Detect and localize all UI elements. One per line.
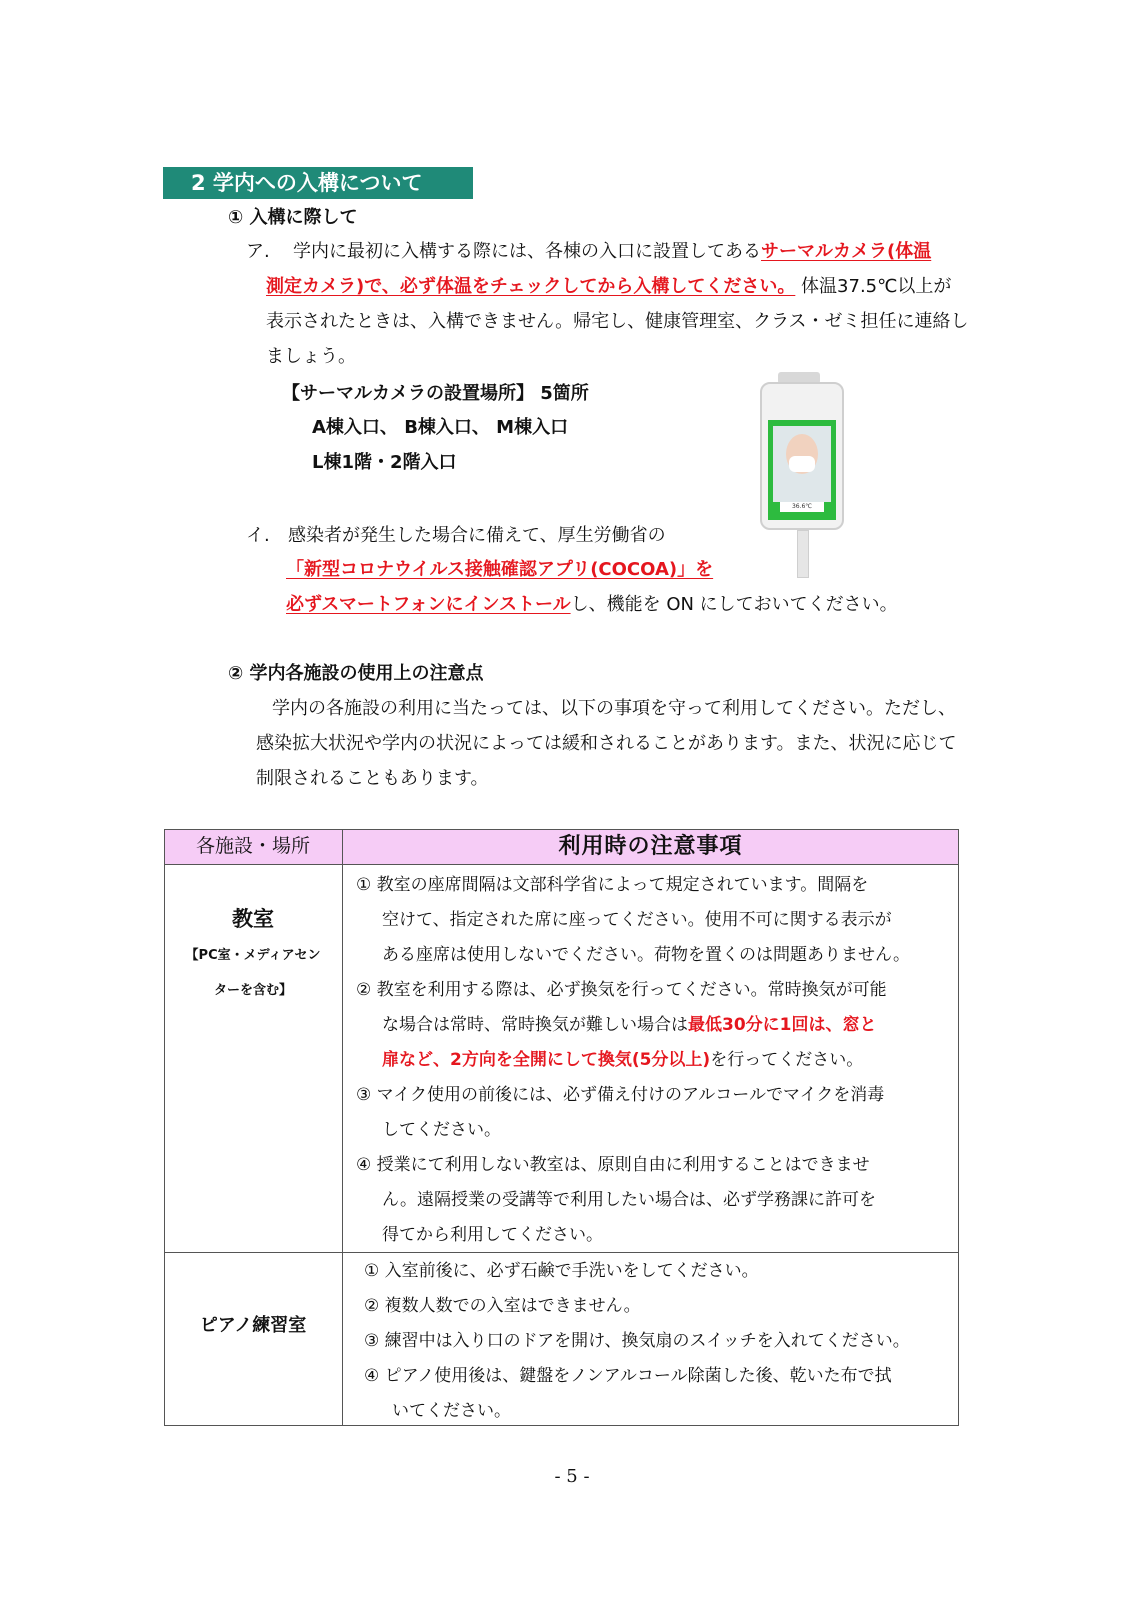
classroom-note-text: を行ってください。 bbox=[710, 1050, 864, 1070]
classroom-note-line: ある座席は使用しないでください。荷物を置くのは問題ありません。 bbox=[382, 945, 911, 965]
table-header-divider bbox=[164, 864, 959, 865]
classroom-note-line bbox=[382, 1013, 877, 1037]
piano-note-line: ③ 練習中は入り口のドアを開け、換気扇のスイッチを入れてください。 bbox=[364, 1331, 910, 1351]
piano-note-line: ④ ピアノ使用後は、鍵盤をノンアルコール除菌した後、乾いた布で拭 bbox=[364, 1366, 892, 1386]
classroom-note-line: ① 教室の座席間隔は文部科学省によって規定されています。間隔を bbox=[356, 875, 869, 895]
table-row-divider bbox=[164, 1252, 959, 1253]
subheading-entry: ① 入構に際して bbox=[228, 207, 358, 228]
piano-note-line: ② 複数人数での入室はできません。 bbox=[364, 1296, 641, 1316]
item-a-line1 bbox=[293, 240, 931, 264]
item-a-line2-emphasis: 測定カメラ)で、必ず体温をチェックしてから入構してください。 bbox=[266, 276, 796, 297]
classroom-note-line: 空けて、指定された席に座ってください。使用不可に関する表示が bbox=[382, 910, 892, 930]
item-a-mark: ア. bbox=[246, 241, 270, 262]
item-a-line3: 表示されたときは、入構できません。帰宅し、健康管理室、クラス・ゼミ担任に連絡し bbox=[266, 311, 969, 332]
item-i-line2: 「新型コロナウイルス接触確認アプリ(COCOA)」を bbox=[286, 559, 714, 580]
classroom-note-line: ② 教室を利用する際は、必ず換気を行ってください。常時換気が可能 bbox=[356, 980, 887, 1000]
item-i-line3-emphasis: 必ずスマートフォンにインストール bbox=[286, 594, 571, 615]
piano-note-line: いてください。 bbox=[392, 1401, 511, 1421]
row-classroom-note1: 【PC室・メディアセン bbox=[185, 948, 321, 963]
classroom-note-line: ③ マイク使用の前後には、必ず備え付けのアルコールでマイクを消毒 bbox=[356, 1085, 885, 1105]
item-a-line4: ましょう。 bbox=[266, 346, 356, 367]
classroom-note-line: 得てから利用してください。 bbox=[382, 1225, 603, 1245]
item-a-line2-text: 体温37.5℃以上が bbox=[795, 276, 952, 297]
table-header-place: 各施設・場所 bbox=[195, 835, 310, 857]
section-title: 2 学内への入構について bbox=[163, 167, 473, 199]
item-a-line2 bbox=[266, 275, 951, 299]
camera-locations-line2: L棟1階・2階入口 bbox=[312, 452, 457, 473]
classroom-note-emphasis: 扉など、2方向を全開にして換気(5分以上) bbox=[382, 1050, 711, 1070]
piano-note-line: ① 入室前後に、必ず石鹸で手洗いをしてください。 bbox=[364, 1261, 759, 1281]
item-i-line3 bbox=[286, 593, 898, 617]
facilities-para-line3: 制限されることもあります。 bbox=[256, 768, 489, 789]
item-i-line1: 感染者が発生した場合に備えて、厚生労働省の bbox=[288, 525, 666, 546]
subheading-facilities: ② 学内各施設の使用上の注意点 bbox=[228, 663, 484, 684]
classroom-note-line bbox=[382, 1048, 863, 1072]
item-i-line3-text: し、機能を ON にしておいてください。 bbox=[570, 594, 898, 615]
table-column-divider bbox=[342, 829, 343, 1426]
camera-temp-readout: 36.6℃ bbox=[780, 502, 824, 512]
facilities-para-line2: 感染拡大状況や学内の状況によっては緩和されることがあります。また、状況に応じて bbox=[256, 733, 957, 754]
camera-locations-heading: 【サーマルカメラの設置場所】 5箇所 bbox=[282, 383, 589, 404]
item-a-line1-text: 学内に最初に入構する際には、各棟の入口に設置してある bbox=[293, 241, 761, 262]
classroom-note-text: な場合は常時、常時換気が難しい場合は bbox=[382, 1015, 688, 1035]
item-a-line1-emphasis: サーマルカメラ(体温 bbox=[761, 241, 932, 262]
row-classroom-note2: ターを含む】 bbox=[213, 983, 292, 998]
classroom-note-emphasis: 最低30分に1回は、窓と bbox=[688, 1015, 877, 1035]
table-header-notes: 利用時の注意事項 bbox=[558, 834, 743, 859]
page-number: - 5 - bbox=[554, 1466, 590, 1487]
row-piano-place: ピアノ練習室 bbox=[199, 1315, 307, 1336]
camera-locations-line1: A棟入口、 B棟入口、 M棟入口 bbox=[312, 417, 569, 438]
classroom-note-line: ん。遠隔授業の受講等で利用したい場合は、必ず学務課に許可を bbox=[382, 1190, 877, 1210]
row-classroom-place: 教室 bbox=[232, 907, 274, 931]
facilities-para-line1: 学内の各施設の利用に当たっては、以下の事項を守って利用してください。ただし、 bbox=[272, 698, 956, 719]
camera-mask bbox=[789, 456, 815, 472]
camera-stand bbox=[797, 530, 809, 578]
item-i-mark: イ. bbox=[246, 525, 270, 546]
classroom-note-line: ④ 授業にて利用しない教室は、原則自由に利用することはできませ bbox=[356, 1155, 870, 1175]
classroom-note-line: してください。 bbox=[382, 1120, 501, 1140]
